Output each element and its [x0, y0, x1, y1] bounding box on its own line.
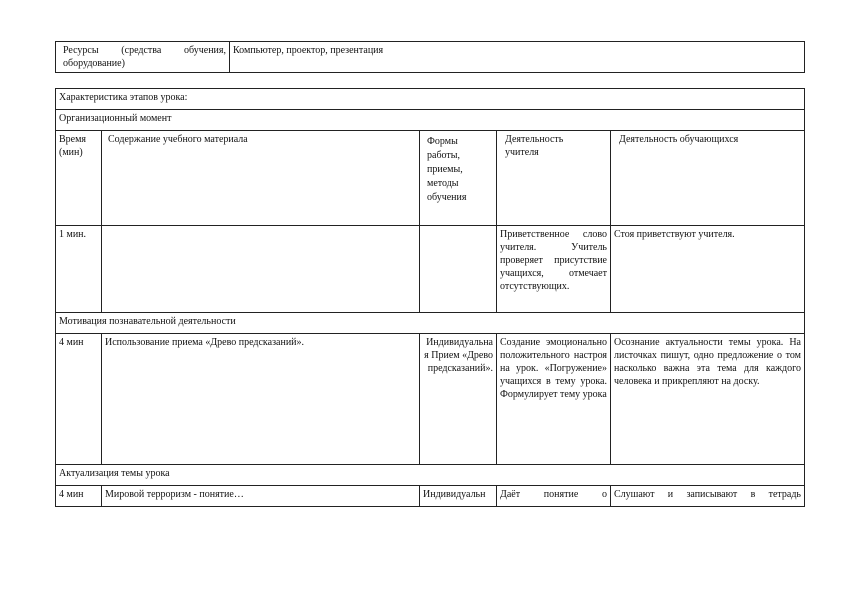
stage-motivation-forms: Индивидуальная Прием «Древо предсказаний». [420, 334, 497, 465]
stage-motivation-title: Мотивация познавательной деятельности [56, 313, 805, 334]
stage-actualization-students: Слушают и записывают в тетрадь [611, 486, 805, 507]
stage-actualization-title-row [56, 465, 805, 486]
stages-title: Характеристика этапов урока: [56, 89, 805, 110]
stage-actualization-content: Мировой терроризм - понятие… [102, 486, 420, 507]
stage-actualization-title: Актуализация темы урока [56, 465, 805, 486]
stage-org-row [56, 226, 805, 313]
stage-actualization-row [56, 486, 805, 507]
stage-actualization-time: 4 мин [56, 486, 102, 507]
stage-motivation-time: 4 мин [56, 334, 102, 465]
header-students: Деятельность обучающихся [611, 131, 805, 226]
header-content: Содержание учебного материала [102, 131, 420, 226]
stage-org-title: Организационный момент [56, 110, 805, 131]
stage-motivation-title-row [56, 313, 805, 334]
resources-row [56, 42, 805, 73]
stage-motivation-teacher: Создание эмоционально положительного настроя на урок. «Погружение» учащихся в тему урока. Формулирует тему урока [497, 334, 611, 465]
header-teacher: Деятельность учителя [497, 131, 611, 226]
stage-actualization-teacher: Даёт понятие о [497, 486, 611, 507]
column-header-row [56, 131, 805, 226]
resources-label: Ресурсы (средства обучения, оборудование) [56, 42, 230, 73]
stage-motivation-content: Использование приема «Древо предсказаний». [102, 334, 420, 465]
header-forms: Формы работы, приемы, методы обучения [420, 131, 497, 226]
stage-org-title-row [56, 110, 805, 131]
stages-title-row [56, 89, 805, 110]
resources-table [55, 41, 805, 73]
stage-motivation-row [56, 334, 805, 465]
stage-org-students: Стоя приветствуют учителя. [611, 226, 805, 313]
stage-org-time: 1 мин. [56, 226, 102, 313]
header-time: Время (мин) [56, 131, 102, 226]
lesson-stages-table [55, 88, 805, 507]
stage-org-content [102, 226, 420, 313]
stage-actualization-forms: Индивидуальн [420, 486, 497, 507]
stage-org-forms [420, 226, 497, 313]
resources-value: Компьютер, проектор, презентация [230, 42, 805, 73]
stage-motivation-students: Осознание актуальности темы урока. На листочках пишут, одно предложение о том насколько важна эта тема для каждого человека и прикрепляют на доску. [611, 334, 805, 465]
stage-org-teacher: Приветственное слово учителя. Учитель проверяет присутствие учащихся, отмечает отсутствующих. [497, 226, 611, 313]
